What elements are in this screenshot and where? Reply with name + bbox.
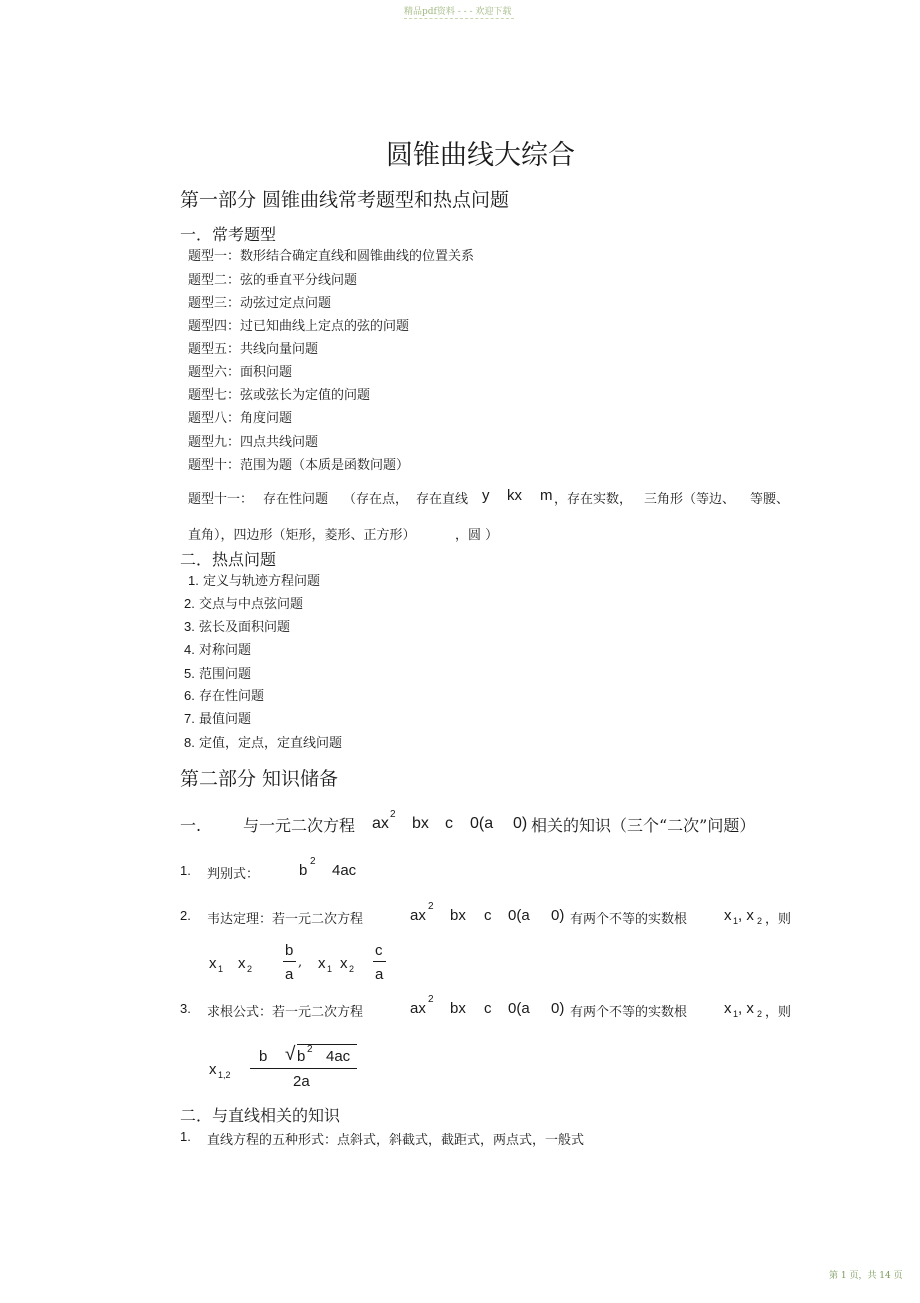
formula-denominator: 2a [293, 1073, 310, 1090]
page-header: 精品pdf资料 - - - 欢迎下载 [404, 7, 512, 17]
list-item: 题型三：动弦过定点问题 [188, 296, 332, 311]
item11-lead: 题型十一： [188, 492, 254, 507]
list-number: 2. [180, 908, 191, 923]
math-subscript: 1 [327, 964, 333, 974]
math-term: x [340, 955, 348, 972]
math-term: bx [412, 815, 429, 832]
math-term: 0) [513, 815, 528, 832]
list-item [184, 708, 251, 727]
item11-text: 等腰、 [750, 492, 790, 507]
list-item: 题型二：弦的垂直平分线问题 [188, 273, 358, 288]
item11-text: 三角形（等边、 [644, 492, 736, 507]
list-text: 交点与中点弦问题 [198, 597, 303, 612]
item11-text: ，存在实数， [554, 492, 633, 507]
list-item [184, 639, 251, 658]
list-item: 题型五：共线向量问题 [188, 342, 319, 357]
math-term: b [299, 862, 308, 879]
math-term: c [445, 815, 453, 832]
math-symbol: m [540, 487, 553, 504]
section-lead: 一. [180, 816, 202, 835]
item11-text: ，圆 ） [455, 528, 499, 543]
row-text: ，则 [765, 912, 792, 927]
list-number: 3. [184, 619, 195, 634]
math-term: ax [410, 1000, 426, 1017]
part1-section2-heading: 二．热点问题 [180, 550, 277, 569]
row-text: 有两个不等的实数根 [570, 912, 688, 927]
fraction-bar [250, 1068, 357, 1069]
section-text: 相关的知识（三个“二次”问题） [531, 816, 756, 835]
math-term: x [318, 955, 326, 972]
row-text: ，则 [765, 1005, 792, 1020]
list-text: 定值，定点，定直线问题 [198, 736, 342, 751]
math-term: bx [450, 1000, 466, 1017]
math-term: 0(a [508, 1000, 530, 1017]
list-item [188, 570, 320, 589]
row-label: 求根公式：若一元二次方程 [207, 1005, 364, 1020]
list-number: 8. [184, 735, 195, 750]
item11-text: （存在点， [343, 492, 409, 507]
list-item: 题型十：范围为题（本质是函数问题） [188, 458, 410, 473]
radicand-term: b [297, 1048, 306, 1065]
list-number: 4. [184, 642, 195, 657]
formula-numerator: b [259, 1048, 268, 1065]
fraction-numerator: c [375, 942, 383, 959]
math-term: 0) [551, 1000, 565, 1017]
list-number: 7. [184, 711, 195, 726]
list-item: 题型七：弦或弦长为定值的问题 [188, 388, 371, 403]
list-number: 1. [188, 573, 199, 588]
fraction-numerator: b [285, 942, 294, 959]
math-term: 0(a [470, 815, 494, 832]
math-term: x [238, 955, 246, 972]
math-symbol: kx [507, 487, 522, 504]
math-term: x [209, 1061, 217, 1078]
list-text: 定义与轨迹方程问题 [202, 574, 320, 589]
math-term: ax [372, 815, 389, 832]
document-title: 圆锥曲线大综合 [386, 140, 575, 171]
math-subscript: 2 [757, 1009, 763, 1019]
row-text: 有两个不等的实数根 [570, 1005, 688, 1020]
item11-text: 存在性问题 [263, 492, 329, 507]
math-term: x [209, 955, 217, 972]
list-item: 题型四：过已知曲线上定点的弦的问题 [188, 319, 410, 334]
list-item [184, 732, 342, 751]
math-exponent: 2 [428, 994, 434, 1005]
math-exponent: 2 [390, 809, 396, 820]
row-text: 直线方程的五种形式：点斜式，斜截式，截距式，两点式，一般式 [207, 1133, 585, 1148]
part1-heading: 第一部分 圆锥曲线常考题型和热点问题 [180, 189, 510, 211]
radical-sign: √ [285, 1044, 296, 1065]
radical-bar [297, 1044, 357, 1045]
fraction-bar [373, 961, 386, 962]
math-subscript: 1,2 [218, 1070, 231, 1080]
math-subscript: 1 [733, 916, 739, 926]
list-number: 3. [180, 1001, 191, 1016]
radicand-term: 4ac [326, 1048, 351, 1065]
math-subscript: 2 [247, 964, 253, 974]
item11-text: 直角），四边形（矩形，菱形、正方形） [188, 528, 416, 543]
list-item [184, 685, 264, 704]
page-number: 第 1 页，共 14 页 [829, 1271, 903, 1281]
math-term: , x [738, 1000, 754, 1017]
list-text: 范围问题 [198, 667, 251, 682]
list-item: 题型九：四点共线问题 [188, 435, 319, 450]
math-term: x [724, 1000, 732, 1017]
list-text: 最值问题 [198, 712, 251, 727]
part1-section1-heading: 一．常考题型 [180, 225, 277, 244]
fraction-denominator: a [285, 966, 294, 983]
math-term: 0) [551, 907, 565, 924]
list-number: 2. [184, 596, 195, 611]
math-subscript: 1 [218, 964, 224, 974]
math-term: , x [738, 907, 754, 924]
list-number: 1. [180, 1129, 191, 1144]
math-subscript: 1 [733, 1009, 739, 1019]
math-subscript: 2 [757, 916, 763, 926]
math-exponent: 2 [307, 1044, 313, 1055]
math-term: bx [450, 907, 466, 924]
part2-section2-heading: 二．与直线相关的知识 [180, 1106, 341, 1125]
list-item [184, 593, 303, 612]
list-number: 6. [184, 688, 195, 703]
list-text: 对称问题 [198, 643, 251, 658]
math-subscript: 2 [349, 964, 355, 974]
math-term: c [484, 907, 492, 924]
list-text: 弦长及面积问题 [198, 620, 290, 635]
list-item: 题型八：角度问题 [188, 411, 293, 426]
list-item [184, 663, 251, 682]
math-term: x [724, 907, 732, 924]
part2-heading: 第二部分 知识储备 [180, 768, 339, 790]
fraction-denominator: a [375, 966, 384, 983]
row-label: 韦达定理：若一元二次方程 [207, 912, 364, 927]
list-number: 1. [180, 863, 191, 878]
header-divider [404, 14, 514, 19]
list-number: 5. [184, 666, 195, 681]
math-exponent: 2 [310, 856, 316, 867]
row-label: 判别式： [207, 867, 260, 882]
separator: , [298, 955, 303, 970]
math-term: c [484, 1000, 492, 1017]
list-text: 存在性问题 [198, 689, 264, 704]
math-exponent: 2 [428, 901, 434, 912]
item11-text: 存在直线 [416, 492, 469, 507]
fraction-bar [283, 961, 296, 962]
list-item [184, 616, 290, 635]
list-item: 题型六：面积问题 [188, 365, 293, 380]
math-term: ax [410, 907, 426, 924]
section-text: 与一元二次方程 [243, 816, 356, 835]
math-term: 0(a [508, 907, 530, 924]
math-symbol: y [482, 487, 490, 504]
math-term: 4ac [332, 862, 357, 879]
list-item: 题型一：数形结合确定直线和圆锥曲线的位置关系 [188, 249, 475, 264]
